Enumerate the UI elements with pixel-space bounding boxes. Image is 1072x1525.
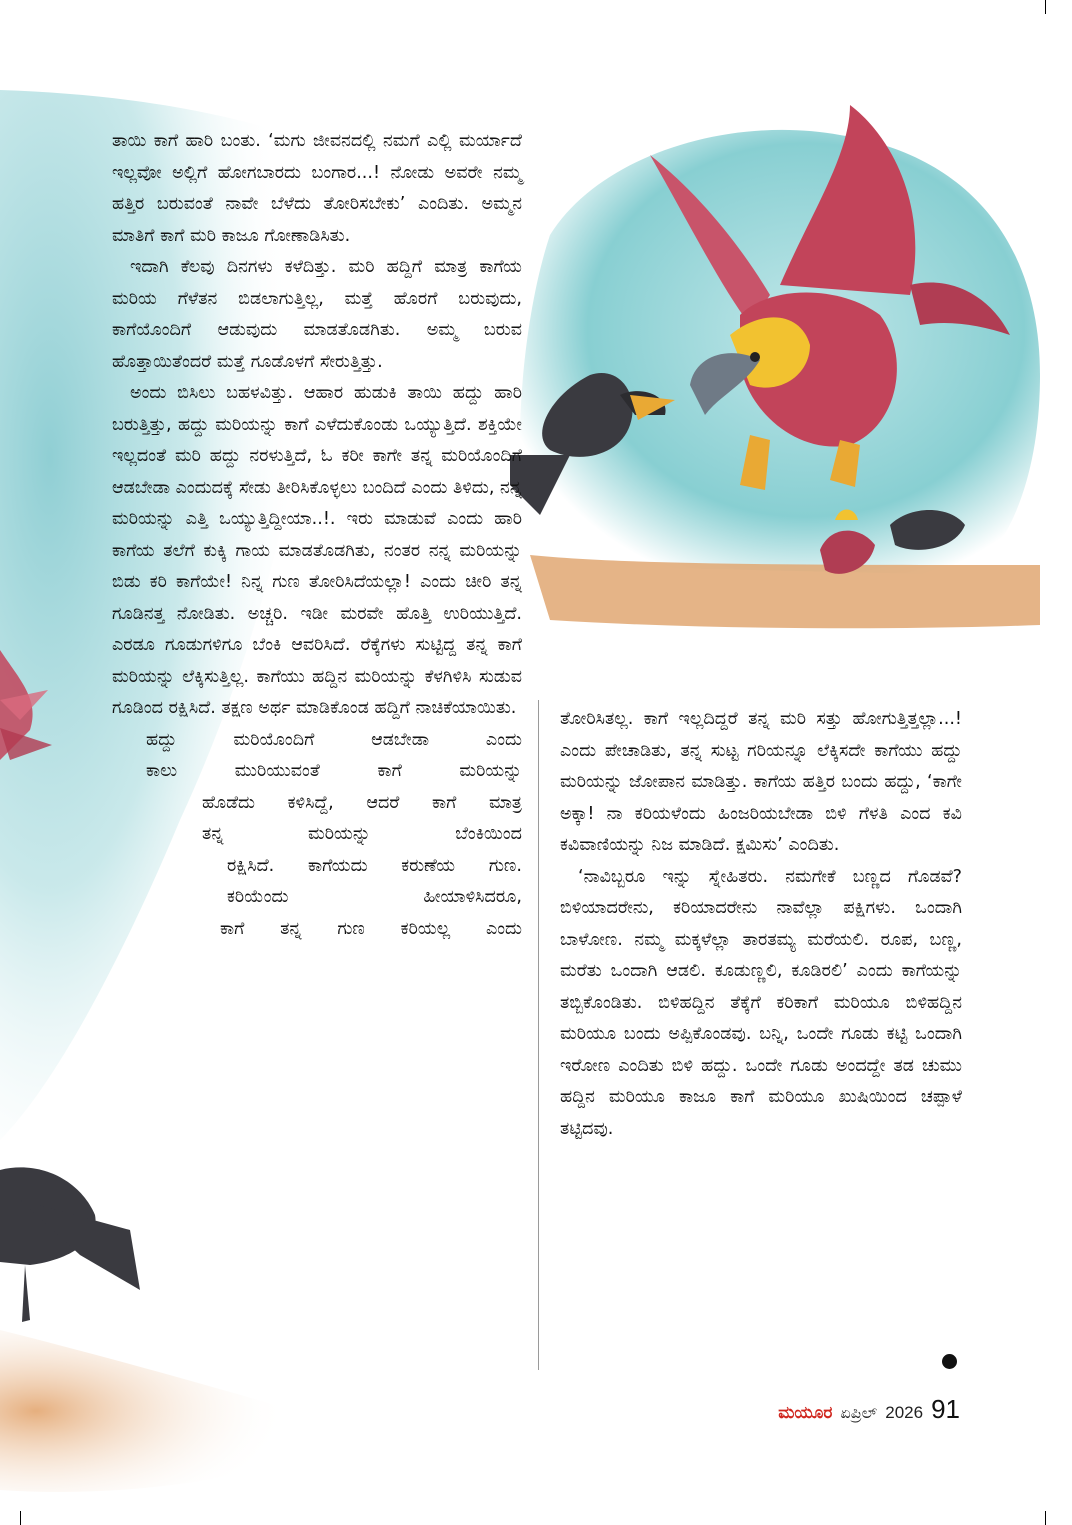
issue-month: ಏಪ್ರಿಲ್: [840, 1403, 878, 1422]
story-paragraph: ತೋರಿಸಿತಲ್ಲ. ಕಾಗೆ ಇಲ್ಲದಿದ್ದರೆ ತನ್ನ ಮರಿ ಸತ್ತು ಹೋಗುತ್ತಿತ್ತಲ್ಲಾ...! ಎಂದು ಪೇಚಾಡಿತು, ತನ್ನ ಸುಟ್ಟ ಗರಿಯನ್ನೂ ಲೆಕ್ಕಿಸದೇ ಕಾಗೆಯು ಹದ್ದು ಮರಿಯನ್ನು ಜೋಪಾನ ಮಾಡಿತ್ತು. ಕಾಗೆಯ ಹತ್ತಿರ ಬಂದು ಹದ್ದು, ‘ಕಾಗೇ ಅಕ್ಕಾ! ನಾ ಕರಿಯಳೆಂದು ಹಿಂಜರಿಯಬೇಡಾ ಬಿಳಿ ಗೆಳತಿ ಎಂದ ಕವಿ ಕವಿವಾಣಿಯನ್ನು ನಿಜ ಮಾಡಿದೆ. ಕ್ಷಮಿಸು’ ಎಂದಿತು.: [560, 709, 962, 855]
story-line: ರಕ್ಷಿಸಿದೆ. ಕಾಗೆಯದು ಕರುಣೆಯ ಗುಣ.: [227, 855, 522, 876]
magazine-name: ಮಯೂರ: [778, 1403, 833, 1423]
wrapped-paragraph: [112, 725, 522, 946]
story-line: ಕಾಗೆ ತನ್ನ ಗುಣ ಕರಿಯಲ್ಲ ಎಂದು: [220, 918, 522, 939]
crop-mark: [20, 1511, 21, 1525]
column-divider: [538, 700, 539, 1370]
crow-left-icon: [0, 1167, 140, 1322]
story-line: ಹದ್ದು ಮರಿಯೊಂದಿಗೆ ಆಡಬೇಡಾ ಎಂದು: [146, 729, 522, 750]
story-column-right: [560, 704, 962, 1145]
page-footer: [778, 1394, 960, 1425]
page-number: 91: [931, 1394, 960, 1424]
story-paragraph: ಇದಾಗಿ ಕೆಲವು ದಿನಗಳು ಕಳೆದಿತ್ತು. ಮರಿ ಹದ್ದಿಗೆ ಮಾತ್ರ ಕಾಗೆಯ ಮರಿಯ ಗೆಳೆತನ ಬಿಡಲಾಗುತ್ತಿಲ್ಲ, ಮತ್ತೆ ಹೊರಗೆ ಬರುವುದು, ಕಾಗೆಯೊಂದಿಗೆ ಆಡುವುದು ಮಾಡತೊಡಗಿತು. ಅಮ್ಮ ಬರುವ ಹೊತ್ತಾಯಿತೆಂದರೆ ಮತ್ತೆ ಗೂಡೊಳಗೆ ಸೇರುತ್ತಿತ್ತು.: [112, 257, 522, 372]
crop-mark: [1045, 0, 1046, 14]
story-paragraph: ಅಂದು ಬಿಸಿಲು ಬಹಳವಿತ್ತು. ಆಹಾರ ಹುಡುಕಿ ತಾಯಿ ಹದ್ದು ಹಾರಿ ಬರುತ್ತಿತ್ತು, ಹದ್ದು ಮರಿಯನ್ನು ಕಾಗೆ ಎಳೆದುಕೊಂಡು ಒಯ್ಯುತ್ತಿದೆ. ಶಕ್ತಿಯೇ ಇಲ್ಲದಂತೆ ಮರಿ ಹದ್ದು ನರಳುತ್ತಿದೆ, ಓ ಕರೀ ಕಾಗೇ ತನ್ನ ಮರಿಯೊಂದಿಗೆ ಆಡಬೇಡಾ ಎಂದುದಕ್ಕೆ ಸೇಡು ತೀರಿಸಿಕೊಳ್ಳಲು ಬಂದಿದೆ ಎಂದು ತಿಳಿದು, ನನ್ನ ಮರಿಯನ್ನು ಎತ್ತಿ ಒಯ್ಯುತ್ತಿದ್ದೀಯಾ..!. ಇರು ಮಾಡುವೆ ಎಂದು ಹಾರಿ ಕಾಗೆಯ ತಲೆಗೆ ಕುಕ್ಕಿ ಗಾಯ ಮಾಡತೊಡಗಿತು, ನಂತರ ನನ್ನ ಮರಿಯನ್ನು ಬಿಡು ಕರಿ ಕಾಗೆಯೇ! ನಿನ್ನ ಗುಣ ತೋರಿಸಿದೆಯಲ್ಲಾ! ಎಂದು ಚೀರಿ ತನ್ನ ಗೂಡಿನತ್ತ ನೋಡಿತು. ಅಚ್ಚರಿ. ಇಡೀ ಮರವೇ ಹೊತ್ತಿ ಉರಿಯುತ್ತಿದೆ. ಎರಡೂ ಗೂಡುಗಳಿಗೂ ಬೆಂಕಿ ಆವರಿಸಿದೆ. ರೆಕ್ಕೆಗಳು ಸುಟ್ಟಿದ್ದ ತನ್ನ ಕಾಗೆ ಮರಿಯನ್ನು ಲೆಕ್ಕಿಸುತ್ತಿಲ್ಲ. ಕಾಗೆಯು ಹದ್ದಿನ ಮರಿಯನ್ನು ಕೆಳಗಿಳಿಸಿ ಸುಡುವ ಗೂಡಿಂದ ರಕ್ಷಿಸಿದೆ. ತಕ್ಷಣ ಅರ್ಥ ಮಾಡಿಕೊಂಡ ಹದ್ದಿಗೆ ನಾಚಿಕೆಯಾಯಿತು.: [112, 383, 522, 718]
story-line: ತನ್ನ ಮರಿಯನ್ನು ಬೆಂಕಿಯಿಂದ: [202, 824, 522, 844]
story-line: ಹೊಡೆದು ಕಳಿಸಿದ್ದೆ, ಆದರೆ ಕಾಗೆ ಮಾತ್ರ: [202, 792, 522, 813]
eagle-crow-illustration: [510, 95, 1050, 635]
story-paragraph: ‘ನಾವಿಬ್ಬರೂ ಇನ್ನು ಸ್ನೇಹಿತರು. ನಮಗೇಕೆ ಬಣ್ಣದ ಗೊಡವೆ? ಬಿಳಿಯಾದರೇನು, ಕರಿಯಾದರೇನು ನಾವೆಲ್ಲಾ ಪಕ್ಷಿಗಳು. ಒಂದಾಗಿ ಬಾಳೋಣ. ನಮ್ಮ ಮಕ್ಕಳೆಲ್ಲಾ ತಾರತಮ್ಯ ಮರೆಯಲಿ. ರೂಪ, ಬಣ್ಣ, ಮರೆತು ಒಂದಾಗಿ ಆಡಲಿ. ಕೂಡುಣ್ಣಲಿ, ಕೂಡಿರಲಿ’ ಎಂದು ಕಾಗೆಯನ್ನು ತಬ್ಬಿಕೊಂಡಿತು. ಬಿಳಿಹದ್ದಿನ ತೆಕ್ಕೆಗೆ ಕರಿಕಾಗೆ ಮರಿಯೂ ಬಿಳಿಹದ್ದಿನ ಮರಿಯೂ ಬಂದು ಅಪ್ಪಿಕೊಂಡವು. ಬನ್ನಿ, ಒಂದೇ ಗೂಡು ಕಟ್ಟಿ ಒಂದಾಗಿ ಇರೋಣ ಎಂದಿತು ಬಿಳಿ ಹದ್ದು. ಒಂದೇ ಗೂಡು ಅಂದದ್ದೇ ತಡ ಚುಮು ಹದ್ದಿನ ಮರಿಯೂ ಕಾಜೂ ಕಾಗೆ ಮರಿಯೂ ಖುಷಿಯಿಂದ ಚಪ್ಪಾಳೆ ತಟ್ಟಿದವು.: [560, 866, 962, 1139]
crop-mark: [1045, 1511, 1046, 1525]
story-line: ಕರಿಯೆಂದು ಹೀಯಾಳಿಸಿದರೂ,: [227, 887, 522, 907]
issue-year: 2026: [885, 1403, 924, 1422]
story-paragraph: ತಾಯಿ ಕಾಗೆ ಹಾರಿ ಬಂತು. ‘ಮಗು ಜೀವನದಲ್ಲಿ ನಮಗೆ ಎಲ್ಲಿ ಮರ್ಯಾದೆ ಇಲ್ಲವೋ ಅಲ್ಲಿಗೆ ಹೋಗಬಾರದು ಬಂಗಾರ...! ನೋಡು ಅವರೇ ನಮ್ಮ ಹತ್ತಿರ ಬರುವಂತೆ ನಾವೇ ಬೆಳೆದು ತೋರಿಸಬೇಕು’ ಎಂದಿತು. ಅಮ್ಮನ ಮಾತಿಗೆ ಕಾಗೆ ಮರಿ ಕಾಜೂ ಗೋಣಾಡಿಸಿತು.: [112, 131, 522, 246]
story-line: ಕಾಲು ಮುರಿಯುವಂತೆ ಕಾಗೆ ಮರಿಯನ್ನು: [146, 761, 522, 781]
end-bullet-icon: [942, 1354, 957, 1369]
story-column-left: [112, 126, 522, 945]
